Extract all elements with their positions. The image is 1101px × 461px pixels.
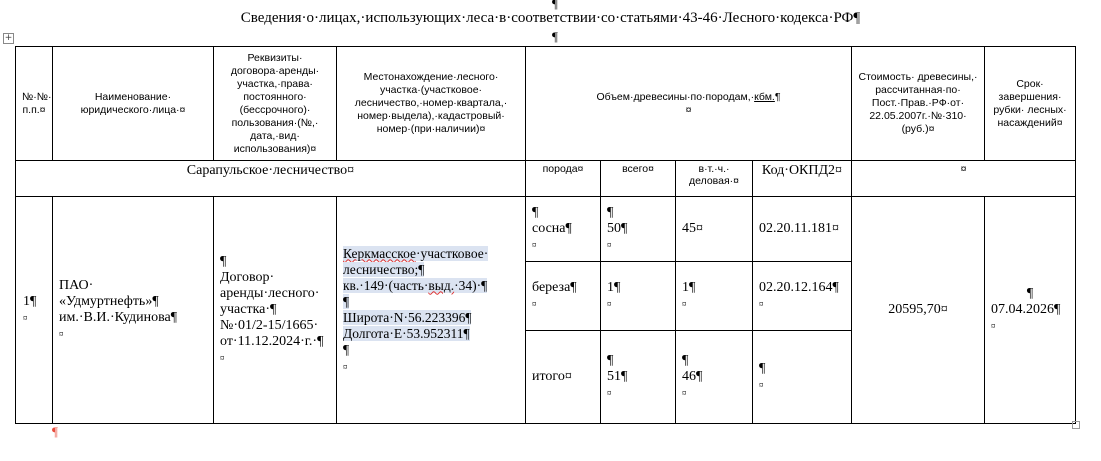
header-company-name: Наименование· юридического·лица·¤: [53, 47, 214, 161]
row-number: [16, 197, 53, 424]
cell-end-mark: ¤: [685, 103, 692, 116]
location-pilcrow-2: ¶: [343, 341, 350, 357]
pilcrow-bottom: ¶: [52, 424, 58, 439]
business-sum-cell: [676, 331, 753, 424]
header-num: №·№· п.п.¤: [16, 47, 53, 161]
total-birch: 1¶: [607, 280, 621, 295]
header-volume-unit: кбм.: [754, 90, 775, 103]
total-pilcrow: ¶: [607, 205, 614, 220]
business-sum: 46¶: [682, 369, 703, 384]
forestry-name: Сарапульское·лесничество¤: [16, 161, 526, 197]
contract-cell: [214, 197, 337, 424]
location-line-3-end: ·34)·¶: [454, 277, 488, 293]
total-sum: 51¶: [607, 369, 628, 384]
cell-end-mark: ¤: [607, 388, 612, 398]
cell-end-mark: ¤: [759, 380, 764, 390]
header-deadline: Срок· завершения· рубки· лесных· насаждений¤: [985, 47, 1076, 161]
location-forestry-name: Керкмасское: [343, 245, 416, 261]
subheader-total: всего¤: [601, 161, 676, 197]
species-pine: сосна¶: [532, 221, 572, 236]
location-latitude: Широта·N·56.223396¶: [343, 309, 472, 325]
document-title: Сведения·о·лицах,·использующих·леса·в·соответствии·со·статьями·43-46·Лесного·кодекса·РФ¶: [240, 10, 861, 26]
cell-end-mark: ¤: [220, 353, 225, 363]
subheader-business: в·т.·ч.· деловая·¤: [676, 161, 753, 197]
cell-end-mark: ¤: [682, 299, 687, 309]
location-cell: [337, 197, 526, 424]
cell-end-mark: ¤: [991, 321, 996, 331]
cell-end-mark: ¤: [23, 313, 28, 323]
species-pilcrow: ¶: [532, 205, 539, 220]
okpd-sum-cell: [753, 331, 852, 424]
header-cost: Стоимость· древесины,· рассчитанная·по· Пост.·Прав.·РФ·от· 22.05.2007г.·№·310· (руб.)¤: [852, 47, 985, 161]
total-pine-cell: [601, 197, 676, 262]
okpd-sum-pilcrow: ¶: [759, 361, 766, 376]
pilcrow-top: ¶: [552, 0, 558, 11]
species-total: итого¤: [526, 331, 601, 424]
forest-users-table: [15, 46, 1076, 424]
deadline-cell: [985, 197, 1076, 424]
pilcrow-after-title: ¶: [552, 29, 558, 44]
cell-end-mark: ¤: [59, 329, 64, 339]
cell-end-mark: ¤: [607, 299, 612, 309]
header-volume: [526, 47, 852, 161]
header-contract: Реквизиты· договора·аренды· участка,·права· постоянного· (бессрочного)· пользования·(№,· дата,·вид· использования)¤: [214, 47, 337, 161]
contract-line-4: №·01/2-15/1665·: [220, 318, 319, 333]
okpd-birch-cell: [753, 262, 852, 331]
contract-pilcrow: ¶: [220, 254, 227, 269]
cell-end-mark: ¤: [532, 299, 537, 309]
contract-line-5: от·11.12.2024·г.·¶: [220, 334, 324, 349]
contract-line-1: Договор·: [220, 270, 275, 285]
contract-line-3: участка·¶: [220, 302, 277, 317]
location-line-3-start: кв.·149·(часть·: [343, 277, 429, 293]
cost-value: 20595,70¤: [852, 197, 985, 424]
total-pine: 50¶: [607, 221, 628, 236]
business-birch: 1¶: [682, 280, 696, 295]
business-birch-cell: [676, 262, 753, 331]
deadline-pilcrow: ¶: [1026, 286, 1034, 301]
species-birch: береза¶: [532, 280, 577, 295]
total-sum-cell: [601, 331, 676, 424]
okpd-pine: 02.20.11.181¤: [753, 197, 852, 262]
species-birch-cell: [526, 262, 601, 331]
subheader-empty: ¤: [852, 161, 1076, 197]
company-name-cell: [53, 197, 214, 424]
business-pine: 45¤: [676, 197, 753, 262]
data-row-1: [16, 197, 1076, 262]
cell-end-mark: ¤: [532, 240, 537, 250]
total-birch-cell: [601, 262, 676, 331]
table-move-handle-icon[interactable]: +: [4, 33, 13, 43]
cell-end-mark: ¤: [607, 240, 612, 250]
cell-end-mark: ¤: [682, 388, 687, 398]
header-volume-text: Объем·древесины·по·породам,·: [596, 90, 755, 103]
company-line-1: ПАО·: [59, 278, 94, 293]
business-sum-pilcrow: ¶: [682, 353, 689, 368]
cell-end-mark: ¤: [343, 361, 348, 372]
location-line-2: лесничество;¶: [343, 261, 425, 277]
table-resize-handle-icon[interactable]: [1072, 421, 1080, 429]
header-location: Местонахождение·лесного· участка·(участковое· лесничество,·номер·квартала,· номер·выдела),·кадастровый· номер·(при·наличии)¤: [337, 47, 526, 161]
location-space: ·: [416, 245, 421, 261]
header-volume-pilcrow: ¶: [774, 90, 781, 103]
location-pilcrow: ¶: [343, 293, 350, 309]
cell-end-mark: ¤: [759, 299, 764, 309]
subheader-okpd: Код·ОКПД2¤: [753, 161, 852, 197]
subheader-species: порода¤: [526, 161, 601, 197]
header-row: [16, 47, 1076, 161]
deadline-value: 07.04.2026¶: [991, 302, 1061, 317]
contract-line-2: аренды·лесного·: [220, 286, 320, 301]
location-line-3-allotment: выд.: [428, 277, 455, 293]
subheader-row: [16, 161, 1076, 197]
species-pine-cell: [526, 197, 601, 262]
total-sum-pilcrow: ¶: [607, 353, 614, 368]
location-line-1-rest: участковое·: [420, 245, 489, 261]
row-number-value: 1¶: [23, 294, 37, 309]
company-line-3: им.·В.И.·Кудинова¶: [59, 310, 178, 325]
location-longitude: Долгота·E·53.952311¶: [343, 325, 470, 341]
okpd-birch: 02.20.12.164¶: [759, 280, 839, 295]
company-line-2: «Удмуртнефть»¶: [59, 294, 159, 309]
